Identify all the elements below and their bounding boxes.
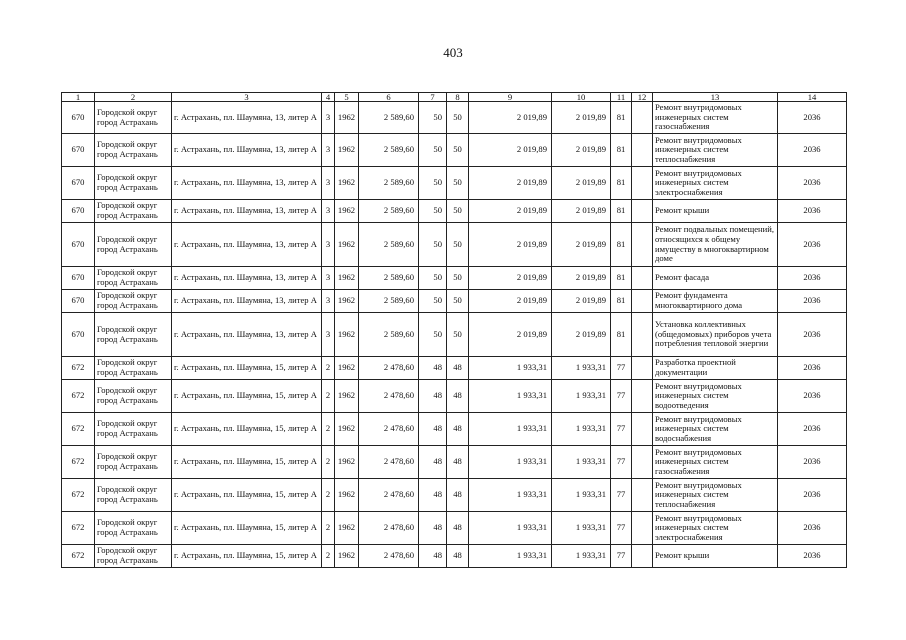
work-type-cell: Ремонт фасада [653,267,778,290]
work-type-cell: Ремонт внутридомовых инженерных систем газоснабжения [653,446,778,479]
record-id-cell: 670 [62,223,95,267]
amount-col-10-cell: 1 933,31 [552,545,611,568]
record-id-cell: 672 [62,512,95,545]
floors-cell: 2 [322,357,335,380]
floors-cell: 3 [322,223,335,267]
municipality-cell: Городской округ город Астрахань [95,313,172,357]
table-row [62,313,847,357]
cell-col-12-cell [632,357,653,380]
amount-col-9-cell: 2 019,89 [469,313,552,357]
planned-year-cell: 2036 [778,200,847,223]
table-row [62,512,847,545]
cell-col-11-cell: 81 [611,200,632,223]
cell-col-11-cell: 81 [611,167,632,200]
cost-col-7-cell: 50 [419,290,447,313]
year-built-cell: 1962 [335,200,359,223]
cost-col-8-cell: 50 [447,267,469,290]
planned-year-cell: 2036 [778,267,847,290]
amount-col-10-cell: 2 019,89 [552,267,611,290]
municipality-cell: Городской округ город Астрахань [95,479,172,512]
amount-col-9-cell: 2 019,89 [469,102,552,134]
address-cell: г. Астрахань, пл. Шаумяна, 13, литер А [172,102,322,134]
total-area-cell: 2 478,60 [359,512,419,545]
floors-cell: 2 [322,479,335,512]
total-area-cell: 2 478,60 [359,380,419,413]
floors-cell: 3 [322,134,335,167]
work-type-cell: Установка коллективных (общедомовых) приборов учета потребления тепловой энергии [653,313,778,357]
total-area-cell: 2 478,60 [359,413,419,446]
amount-col-9-cell: 1 933,31 [469,545,552,568]
total-area-cell: 2 589,60 [359,223,419,267]
total-area-cell: 2 589,60 [359,313,419,357]
work-type-cell: Ремонт внутридомовых инженерных систем теплоснабжения [653,479,778,512]
work-type-cell: Ремонт внутридомовых инженерных систем водоотведения [653,380,778,413]
address-cell: г. Астрахань, пл. Шаумяна, 15, литер А [172,512,322,545]
cell-col-11-cell: 77 [611,357,632,380]
municipality-cell: Городской округ город Астрахань [95,512,172,545]
address-cell: г. Астрахань, пл. Шаумяна, 15, литер А [172,446,322,479]
floors-cell: 3 [322,102,335,134]
amount-col-10-cell: 1 933,31 [552,380,611,413]
table-row [62,479,847,512]
floors-cell: 2 [322,413,335,446]
page-number: 403 [443,45,463,60]
table-body [62,102,847,568]
cell-col-11-cell: 77 [611,413,632,446]
municipality-cell: Городской округ город Астрахань [95,223,172,267]
amount-col-10-cell: 1 933,31 [552,357,611,380]
cost-col-8-cell: 50 [447,200,469,223]
table-row [62,167,847,200]
record-id-cell: 672 [62,413,95,446]
amount-col-10-cell: 2 019,89 [552,102,611,134]
amount-col-9-cell: 1 933,31 [469,479,552,512]
municipality-cell: Городской округ город Астрахань [95,267,172,290]
table-row [62,134,847,167]
amount-col-10-cell: 2 019,89 [552,290,611,313]
cell-col-12-cell [632,102,653,134]
cost-col-8-cell: 50 [447,313,469,357]
amount-col-10-cell: 2 019,89 [552,313,611,357]
cost-col-8-cell: 50 [447,102,469,134]
cost-col-7-cell: 50 [419,102,447,134]
cell-col-11-cell: 81 [611,134,632,167]
table-row [62,223,847,267]
amount-col-9-cell: 2 019,89 [469,134,552,167]
total-area-cell: 2 589,60 [359,200,419,223]
cell-col-12-cell [632,545,653,568]
municipality-cell: Городской округ город Астрахань [95,545,172,568]
cost-col-8-cell: 48 [447,512,469,545]
cell-col-12-cell [632,200,653,223]
address-cell: г. Астрахань, пл. Шаумяна, 13, литер А [172,200,322,223]
floors-cell: 3 [322,167,335,200]
cell-col-11-cell: 77 [611,446,632,479]
address-cell: г. Астрахань, пл. Шаумяна, 15, литер А [172,380,322,413]
floors-cell: 2 [322,446,335,479]
year-built-cell: 1962 [335,545,359,568]
cost-col-7-cell: 48 [419,380,447,413]
column-header: 14 [778,93,847,102]
amount-col-9-cell: 1 933,31 [469,357,552,380]
planned-year-cell: 2036 [778,512,847,545]
cost-col-7-cell: 48 [419,357,447,380]
cost-col-8-cell: 48 [447,413,469,446]
cell-col-12-cell [632,167,653,200]
amount-col-10-cell: 1 933,31 [552,479,611,512]
year-built-cell: 1962 [335,357,359,380]
amount-col-10-cell: 1 933,31 [552,512,611,545]
cost-col-8-cell: 50 [447,223,469,267]
year-built-cell: 1962 [335,446,359,479]
cell-col-12-cell [632,223,653,267]
cell-col-11-cell: 77 [611,479,632,512]
cell-col-12-cell [632,479,653,512]
work-type-cell: Ремонт внутридомовых инженерных систем газоснабжения [653,102,778,134]
cost-col-7-cell: 50 [419,223,447,267]
address-cell: г. Астрахань, пл. Шаумяна, 15, литер А [172,479,322,512]
planned-year-cell: 2036 [778,102,847,134]
cell-col-12-cell [632,313,653,357]
table-row [62,446,847,479]
column-header: 4 [322,93,335,102]
total-area-cell: 2 478,60 [359,357,419,380]
year-built-cell: 1962 [335,290,359,313]
cost-col-8-cell: 48 [447,357,469,380]
work-type-cell: Ремонт крыши [653,545,778,568]
year-built-cell: 1962 [335,223,359,267]
cell-col-11-cell: 81 [611,290,632,313]
floors-cell: 2 [322,512,335,545]
amount-col-9-cell: 2 019,89 [469,290,552,313]
table-row [62,545,847,568]
table-row [62,290,847,313]
record-id-cell: 670 [62,134,95,167]
planned-year-cell: 2036 [778,380,847,413]
cost-col-8-cell: 48 [447,479,469,512]
total-area-cell: 2 478,60 [359,479,419,512]
floors-cell: 3 [322,313,335,357]
column-header: 10 [552,93,611,102]
cell-col-12-cell [632,290,653,313]
amount-col-9-cell: 1 933,31 [469,380,552,413]
address-cell: г. Астрахань, пл. Шаумяна, 13, литер А [172,134,322,167]
amount-col-9-cell: 1 933,31 [469,512,552,545]
cost-col-8-cell: 50 [447,134,469,167]
cell-col-12-cell [632,134,653,167]
record-id-cell: 670 [62,267,95,290]
table-row [62,357,847,380]
year-built-cell: 1962 [335,380,359,413]
work-type-cell: Разработка проектной документации [653,357,778,380]
amount-col-9-cell: 2 019,89 [469,267,552,290]
total-area-cell: 2 589,60 [359,290,419,313]
amount-col-9-cell: 2 019,89 [469,223,552,267]
total-area-cell: 2 589,60 [359,134,419,167]
year-built-cell: 1962 [335,167,359,200]
work-type-cell: Ремонт внутридомовых инженерных систем электроснабжения [653,512,778,545]
column-number-row [62,93,847,102]
work-type-cell: Ремонт подвальных помещений, относящихся к общему имуществу в многоквартирном доме [653,223,778,267]
address-cell: г. Астрахань, пл. Шаумяна, 13, литер А [172,167,322,200]
table-row [62,267,847,290]
amount-col-9-cell: 2 019,89 [469,200,552,223]
total-area-cell: 2 478,60 [359,545,419,568]
amount-col-10-cell: 1 933,31 [552,446,611,479]
planned-year-cell: 2036 [778,545,847,568]
planned-year-cell: 2036 [778,446,847,479]
total-area-cell: 2 589,60 [359,102,419,134]
cost-col-7-cell: 48 [419,413,447,446]
address-cell: г. Астрахань, пл. Шаумяна, 15, литер А [172,357,322,380]
planned-year-cell: 2036 [778,357,847,380]
total-area-cell: 2 589,60 [359,267,419,290]
planned-year-cell: 2036 [778,479,847,512]
record-id-cell: 670 [62,313,95,357]
record-id-cell: 672 [62,545,95,568]
cell-col-11-cell: 81 [611,102,632,134]
cell-col-11-cell: 77 [611,545,632,568]
table-row [62,102,847,134]
floors-cell: 3 [322,200,335,223]
address-cell: г. Астрахань, пл. Шаумяна, 13, литер А [172,223,322,267]
record-id-cell: 672 [62,357,95,380]
cell-col-12-cell [632,446,653,479]
column-header: 9 [469,93,552,102]
amount-col-9-cell: 1 933,31 [469,413,552,446]
cost-col-8-cell: 48 [447,545,469,568]
cost-col-7-cell: 48 [419,446,447,479]
work-type-cell: Ремонт фундамента многоквартирного дома [653,290,778,313]
record-id-cell: 670 [62,290,95,313]
total-area-cell: 2 478,60 [359,446,419,479]
record-id-cell: 672 [62,479,95,512]
year-built-cell: 1962 [335,134,359,167]
year-built-cell: 1962 [335,102,359,134]
cost-col-7-cell: 50 [419,200,447,223]
planned-year-cell: 2036 [778,223,847,267]
year-built-cell: 1962 [335,313,359,357]
amount-col-10-cell: 2 019,89 [552,200,611,223]
amount-col-10-cell: 2 019,89 [552,167,611,200]
record-id-cell: 670 [62,167,95,200]
municipality-cell: Городской округ город Астрахань [95,200,172,223]
cost-col-8-cell: 48 [447,446,469,479]
cost-col-7-cell: 50 [419,267,447,290]
municipality-cell: Городской округ город Астрахань [95,134,172,167]
registry-table [61,92,847,568]
column-header: 6 [359,93,419,102]
amount-col-9-cell: 1 933,31 [469,446,552,479]
amount-col-9-cell: 2 019,89 [469,167,552,200]
work-type-cell: Ремонт крыши [653,200,778,223]
cell-col-11-cell: 81 [611,267,632,290]
table-row [62,413,847,446]
cell-col-12-cell [632,267,653,290]
cell-col-11-cell: 77 [611,380,632,413]
table-row [62,200,847,223]
column-header: 12 [632,93,653,102]
record-id-cell: 672 [62,380,95,413]
municipality-cell: Городской округ город Астрахань [95,380,172,413]
municipality-cell: Городской округ город Астрахань [95,102,172,134]
cell-col-12-cell [632,380,653,413]
address-cell: г. Астрахань, пл. Шаумяна, 13, литер А [172,267,322,290]
planned-year-cell: 2036 [778,134,847,167]
year-built-cell: 1962 [335,267,359,290]
cost-col-7-cell: 50 [419,313,447,357]
address-cell: г. Астрахань, пл. Шаумяна, 15, литер А [172,413,322,446]
record-id-cell: 670 [62,102,95,134]
cell-col-11-cell: 77 [611,512,632,545]
column-header: 13 [653,93,778,102]
work-type-cell: Ремонт внутридомовых инженерных систем теплоснабжения [653,134,778,167]
cost-col-7-cell: 48 [419,512,447,545]
planned-year-cell: 2036 [778,413,847,446]
year-built-cell: 1962 [335,479,359,512]
work-type-cell: Ремонт внутридомовых инженерных систем водоснабжения [653,413,778,446]
municipality-cell: Городской округ город Астрахань [95,357,172,380]
column-header: 2 [95,93,172,102]
floors-cell: 3 [322,290,335,313]
floors-cell: 3 [322,267,335,290]
municipality-cell: Городской округ город Астрахань [95,290,172,313]
record-id-cell: 672 [62,446,95,479]
column-header: 5 [335,93,359,102]
column-header: 8 [447,93,469,102]
cost-col-8-cell: 50 [447,290,469,313]
address-cell: г. Астрахань, пл. Шаумяна, 13, литер А [172,290,322,313]
floors-cell: 2 [322,545,335,568]
total-area-cell: 2 589,60 [359,167,419,200]
cell-col-12-cell [632,512,653,545]
cell-col-11-cell: 81 [611,313,632,357]
cell-col-11-cell: 81 [611,223,632,267]
address-cell: г. Астрахань, пл. Шаумяна, 15, литер А [172,545,322,568]
amount-col-10-cell: 2 019,89 [552,223,611,267]
municipality-cell: Городской округ город Астрахань [95,413,172,446]
record-id-cell: 670 [62,200,95,223]
address-cell: г. Астрахань, пл. Шаумяна, 13, литер А [172,313,322,357]
cost-col-7-cell: 50 [419,134,447,167]
cost-col-7-cell: 48 [419,479,447,512]
column-header: 7 [419,93,447,102]
year-built-cell: 1962 [335,413,359,446]
table-row [62,380,847,413]
planned-year-cell: 2036 [778,167,847,200]
year-built-cell: 1962 [335,512,359,545]
cost-col-7-cell: 50 [419,167,447,200]
amount-col-10-cell: 1 933,31 [552,413,611,446]
column-header: 11 [611,93,632,102]
planned-year-cell: 2036 [778,290,847,313]
municipality-cell: Городской округ город Астрахань [95,446,172,479]
municipality-cell: Городской округ город Астрахань [95,167,172,200]
column-header: 1 [62,93,95,102]
cell-col-12-cell [632,413,653,446]
planned-year-cell: 2036 [778,313,847,357]
cost-col-8-cell: 50 [447,167,469,200]
column-header: 3 [172,93,322,102]
cost-col-8-cell: 48 [447,380,469,413]
cost-col-7-cell: 48 [419,545,447,568]
work-type-cell: Ремонт внутридомовых инженерных систем электроснабжения [653,167,778,200]
floors-cell: 2 [322,380,335,413]
amount-col-10-cell: 2 019,89 [552,134,611,167]
